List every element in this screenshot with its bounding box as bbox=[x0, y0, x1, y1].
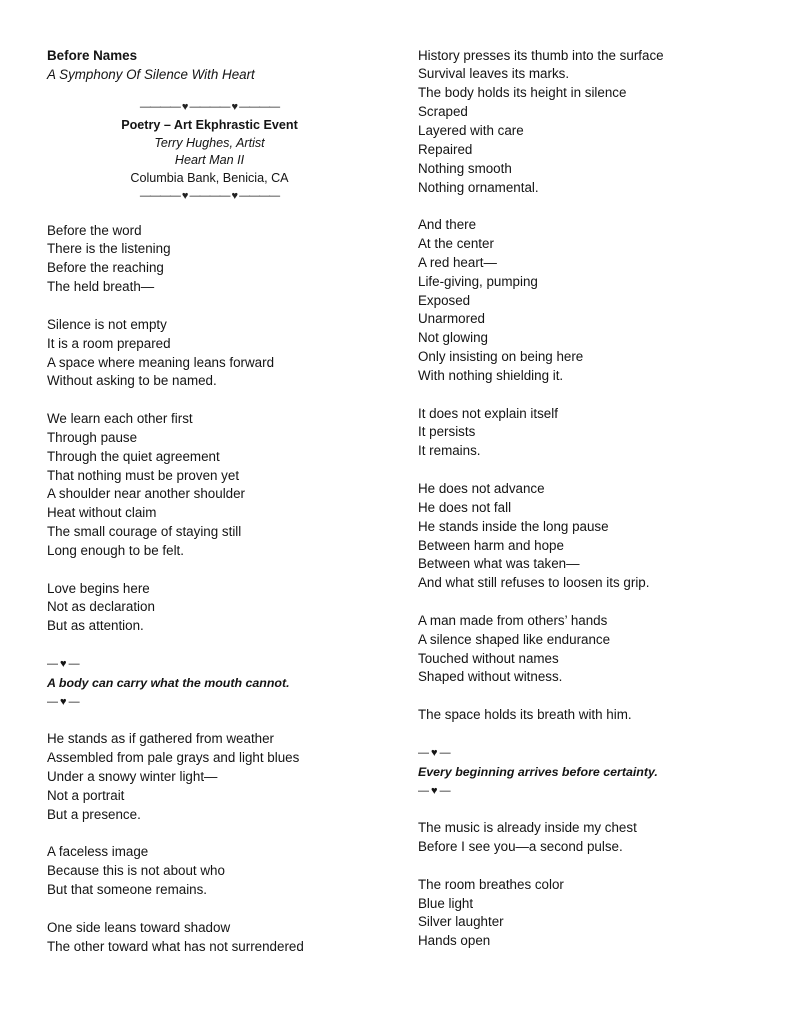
poem-line: Silence is not empty bbox=[47, 316, 167, 332]
poem-line: And there bbox=[418, 217, 477, 233]
poem-line: He stands as if gathered from weather bbox=[47, 731, 275, 747]
poem-line: A shoulder near another shoulder bbox=[47, 486, 246, 502]
poem-line: Survival leaves its marks. bbox=[418, 66, 570, 82]
poem-header bbox=[47, 47, 377, 85]
poem-line: We learn each other first bbox=[47, 411, 193, 427]
poem-line: But that someone remains. bbox=[47, 882, 208, 898]
poem-line: The body holds its height in silence bbox=[418, 85, 627, 101]
poem-line: Nothing ornamental. bbox=[418, 179, 539, 195]
poem-subtitle: A Symphony Of Silence With Heart bbox=[47, 66, 255, 82]
stanza bbox=[418, 876, 773, 951]
poem-line: Life-giving, pumping bbox=[418, 273, 538, 289]
poem-line: A red heart— bbox=[418, 254, 497, 270]
callout-quote-block bbox=[418, 744, 773, 801]
poem-line: But a presence. bbox=[47, 806, 141, 822]
poem-line: One side leans toward shadow bbox=[47, 919, 231, 935]
heart-divider: — ♥ — bbox=[418, 784, 451, 797]
stanza bbox=[47, 919, 402, 957]
callout-quote: Every beginning arrives before certainty. bbox=[418, 764, 658, 779]
poem-line: The held breath— bbox=[47, 279, 155, 295]
poem-line: Only insisting on being here bbox=[418, 349, 584, 365]
callout-quote-block bbox=[47, 655, 402, 712]
stanza bbox=[47, 730, 402, 824]
poem-line: Exposed bbox=[418, 292, 471, 308]
poem-line: Before I see you—a second pulse. bbox=[418, 839, 623, 855]
event-name: Poetry – Art Ekphrastic Event bbox=[121, 117, 298, 132]
poem-line: That nothing must be proven yet bbox=[47, 467, 240, 483]
poem-line: Unarmored bbox=[418, 311, 485, 327]
poem-line: It remains. bbox=[418, 443, 481, 459]
stanza bbox=[47, 843, 402, 900]
poem-line: He stands inside the long pause bbox=[418, 518, 609, 534]
poem-line: Between what was taken— bbox=[418, 556, 580, 572]
poem-line: Between harm and hope bbox=[418, 537, 564, 553]
stanza bbox=[47, 410, 402, 561]
poem-line: Not a portrait bbox=[47, 787, 125, 803]
poem-line: At the center bbox=[418, 236, 494, 252]
stanza bbox=[418, 819, 773, 857]
poem-line: The music is already inside my chest bbox=[418, 820, 637, 836]
poem-line: The space holds its breath with him. bbox=[418, 707, 632, 723]
poem-line: Under a snowy winter light— bbox=[47, 769, 218, 785]
poem-line: It does not explain itself bbox=[418, 405, 558, 421]
poem-line: Love begins here bbox=[47, 580, 150, 596]
poem-line: Before the word bbox=[47, 222, 142, 238]
poem-line: Because this is not about who bbox=[47, 863, 225, 879]
poem-line: A silence shaped like endurance bbox=[418, 631, 611, 647]
callout-quote: A body can carry what the mouth cannot. bbox=[47, 675, 290, 690]
poem-line: And what still refuses to loosen its grip. bbox=[418, 575, 650, 591]
stanza bbox=[418, 47, 773, 198]
poem-line: Touched without names bbox=[418, 650, 559, 666]
poem-line: Layered with care bbox=[418, 122, 524, 138]
poem-line: History presses its thumb into the surface bbox=[418, 47, 664, 63]
heart-divider-bottom: ———— ♥ ———— ♥ ———— bbox=[139, 189, 280, 202]
poem-title: Before Names bbox=[47, 48, 138, 63]
stanza bbox=[418, 706, 773, 725]
stanza bbox=[47, 222, 402, 297]
poem-line: Not glowing bbox=[418, 330, 488, 346]
heart-divider: — ♥ — bbox=[47, 658, 80, 670]
heart-divider: — ♥ — bbox=[47, 695, 80, 708]
heart-divider: — ♥ — bbox=[418, 746, 451, 759]
poem-line: A man made from others’ hands bbox=[418, 612, 608, 628]
poem-line: Silver laughter bbox=[418, 914, 504, 930]
poem-line: A space where meaning leans forward bbox=[47, 354, 275, 370]
poem-line: There is the listening bbox=[47, 241, 171, 257]
artist-name: Terry Hughes, Artist bbox=[154, 135, 265, 150]
event-location: Columbia Bank, Benicia, CA bbox=[130, 171, 289, 186]
poem-line: Before the reaching bbox=[47, 260, 164, 276]
poem-line: The other toward what has not surrendered bbox=[47, 938, 304, 954]
poem-line: A faceless image bbox=[47, 844, 149, 860]
artwork-title: Heart Man II bbox=[174, 153, 245, 168]
poem-line: It is a room prepared bbox=[47, 335, 171, 351]
stanza bbox=[47, 316, 402, 391]
right-column-poem bbox=[418, 47, 773, 970]
event-block bbox=[47, 99, 372, 206]
poem-line: Assembled from pale grays and light blues bbox=[47, 750, 300, 766]
heart-divider-top: ———— ♥ ———— ♥ ———— bbox=[139, 101, 280, 113]
poem-line: But as attention. bbox=[47, 618, 144, 634]
poem-line: Nothing smooth bbox=[418, 160, 512, 176]
poem-line: With nothing shielding it. bbox=[418, 367, 564, 383]
poem-line: Hands open bbox=[418, 933, 491, 949]
poem-line: The small courage of staying still bbox=[47, 524, 242, 540]
stanza bbox=[47, 580, 402, 637]
poem-line: He does not advance bbox=[418, 481, 545, 496]
poem-line: Long enough to be felt. bbox=[47, 542, 184, 558]
poem-line: Through pause bbox=[47, 429, 138, 445]
poem-line: Repaired bbox=[418, 141, 473, 157]
poem-line: Not as declaration bbox=[47, 599, 155, 615]
poem-line: Scraped bbox=[418, 104, 468, 120]
poem-line: He does not fall bbox=[418, 499, 512, 515]
left-column-poem bbox=[47, 222, 402, 976]
poem-line: Shaped without witness. bbox=[418, 669, 563, 685]
poem-line: Blue light bbox=[418, 895, 474, 911]
poem-line: Without asking to be named. bbox=[47, 373, 217, 389]
poem-line: Through the quiet agreement bbox=[47, 448, 220, 464]
stanza bbox=[418, 405, 773, 462]
poem-line: It persists bbox=[418, 424, 476, 440]
stanza bbox=[418, 480, 773, 593]
poem-line: The room breathes color bbox=[418, 876, 564, 892]
stanza bbox=[418, 216, 773, 386]
stanza bbox=[418, 612, 773, 687]
poem-line: Heat without claim bbox=[47, 505, 157, 521]
